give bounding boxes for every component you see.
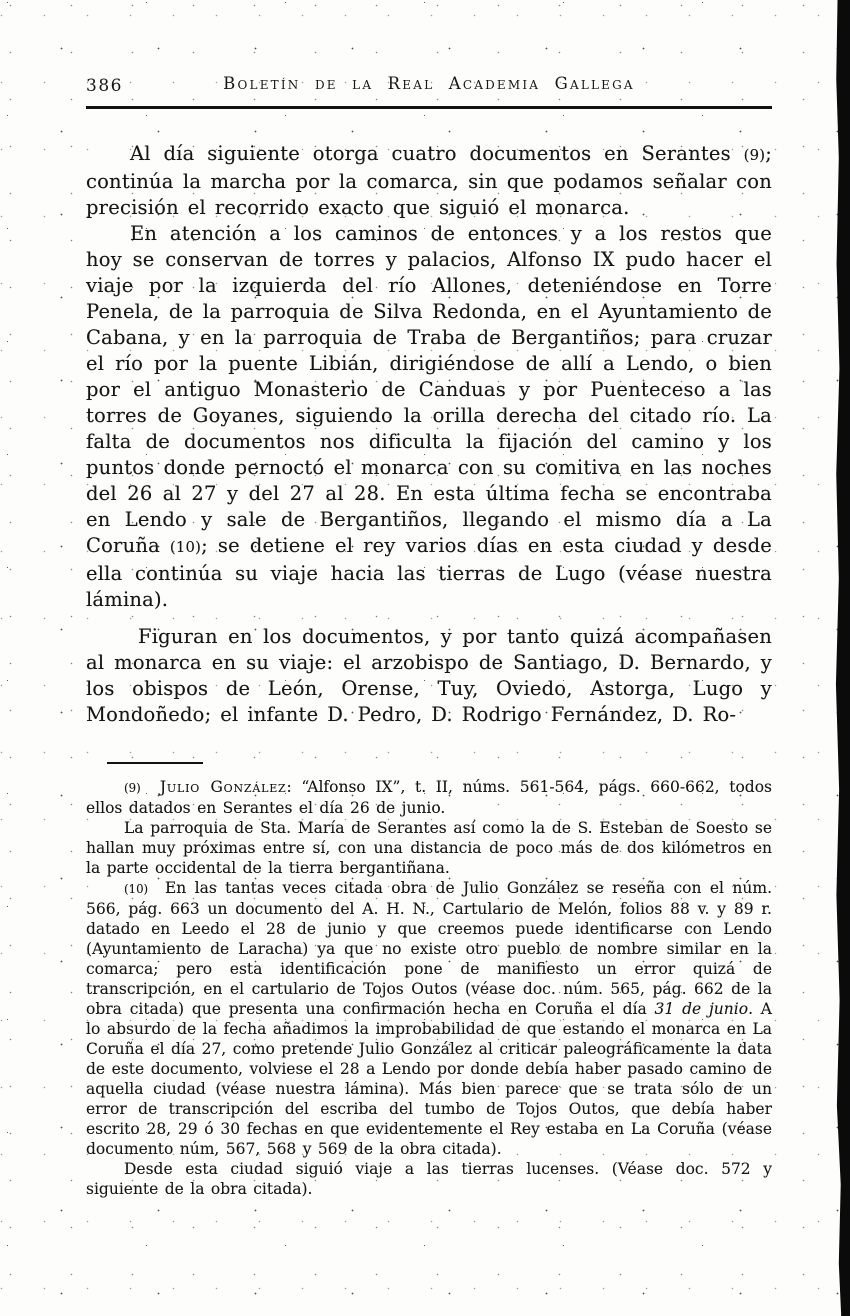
page-number: 386: [86, 76, 123, 96]
book-gutter-shadow: [834, 0, 850, 1316]
footnote-9-author: Julio González: [159, 778, 287, 796]
footnote-10-text-cont: . A lo absurdo de la fecha añadimos la improbabilidad de que estando el monarca en La Coruña el día 27, como pretende Julio González al criticar paleográficamente la data de este documento, volviese el 28 a Lendo por donde debía haber pasado camino de aquella ciudad (véase nuestra lámina). Más bien parece que se trata sólo de un error de transcripción del escriba del tumbo de Tojos Outos, que debía haber escrito 28, 29 ó 30 fechas en que evidentemente el Rey estaba en La Coruña (véase documento núm, 567, 568 y 569 de la obra citada).: [86, 1000, 773, 1158]
journal-running-title: Boletín de la Real Academia Gallega: [223, 74, 635, 93]
footnote-9-text: : “Alfonso IX”, t. II, núms. 561-564, págs. 660-662, todos ellos datados en Serantes el día 26 de junio.: [86, 778, 772, 817]
header-rule: [86, 106, 772, 109]
footnote-marker-10: (10): [169, 539, 202, 556]
paragraph-2: [86, 221, 772, 613]
footnote-9: [86, 777, 772, 818]
footnote-10: [86, 878, 772, 1159]
footnote-9-marker: (9): [124, 781, 141, 795]
footnote-final: Desde esta ciudad siguió viaje a las tierras lucenses. (Véase doc. 572 y siguiente de la obra citada).: [86, 1160, 772, 1198]
footnote-marker-9: (9): [743, 147, 766, 164]
footnote-9-continuation: La parroquia de Sta. María de Serantes así como la de S. Esteban de Soesto se hallan muy próximas entre sí, con una distancia de poco más de dos kilómetros en la parte occidental de la tierra bergantiñana.: [86, 819, 772, 877]
page-header: [86, 74, 772, 98]
paragraph-1-text-cont: ; continúa la marcha por la comarca, sin que podamos señalar con precisión el recorrido exacto que siguió el monarca.: [86, 142, 772, 219]
footnotes: [86, 777, 772, 1199]
paragraph-3: Figuran en los documentos, y por tanto quizá acompañasen al monarca en su viaje: el arzobispo de Santiago, D. Bernardo, y los obispos de León, Orense, Tuy, Oviedo, Astorga, Lugo y Mondoñedo; el infante D. Pedro, D. Rodrigo Fernández, D. Ro-: [86, 625, 772, 726]
paragraph-2-text-cont: ; se detiene el rey varios días en esta ciudad y desde ella continúa su viaje hacia las tierras de Lugo (véase nuestra lámina).: [86, 534, 772, 611]
page-content: [86, 0, 772, 1199]
main-text: [86, 141, 772, 728]
paragraph-2-text: En atención a los caminos de entonces y a los restos que hoy se conservan de torres y palacios, Alfonso IX pudo hacer el viaje por la izquierda del río Allones, deteniéndose en Torre Penela, de la parroquia de Silva Redonda, en el Ayuntamiento de Cabana, y en la parroquia de Traba de Bergantiños; para cruzar el río por la puente Libián, dirigiéndose de allí a Lendo, o bien por el antiguo Monasterio de Canduas y por Puenteceso a las torres de Goyanes, siguiendo la orilla derecha del citado río. La falta de documentos nos dificulta la fijación del camino y los puntos donde pernoctó el monarca con su comitiva en las noches del 26 al 27 y del 27 al 28. En esta última fecha se encontraba en Lendo y sale de Bergantiños, llegando el mismo día a La Coruña: [86, 222, 772, 557]
footnote-10-italic-date: 31 de junio: [654, 1000, 749, 1018]
footnote-10-marker: (10): [124, 882, 149, 896]
paragraph-1: [86, 141, 772, 221]
paragraph-1-text: Al día siguiente otorga cuatro documentos en Serantes: [130, 142, 744, 165]
footnote-separator-rule: [107, 762, 203, 764]
footnote-10-text: En las tantas veces citada obra de Julio González se reseña con el núm. 566, pág. 663 un documento del A. H. N., Cartulario de Melón, folios 88 v. y 89 r. datado en Leedo el 28 de junio y que creemos puede identificarse con Lendo (Ayuntamiento de Laracha) ya que no existe otro pueblo de nombre similar en la comarca; pero esta identificación pone de manifiesto un error quizá de transcripción, en el cartulario de Tojos Outos (véase doc. núm. 565, pág. 662 de la obra citada) que presenta una confirmación hecha en Coruña el día: [86, 879, 772, 1018]
